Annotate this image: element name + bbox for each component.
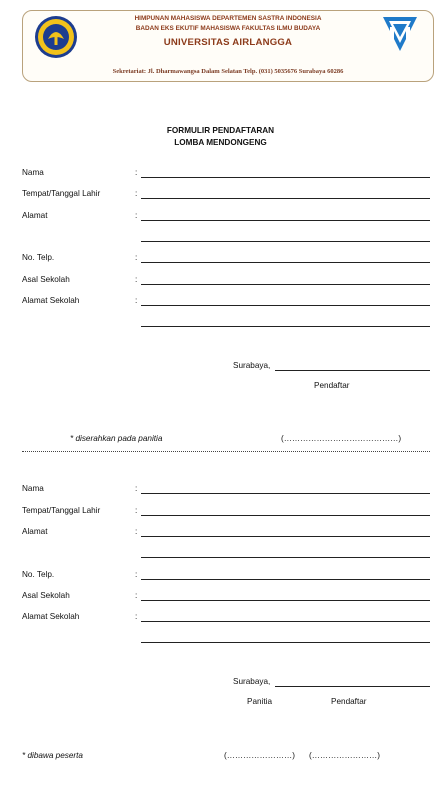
label-asal-sekolah: Asal Sekolah (22, 591, 70, 600)
signer-pendaftar: Pendaftar (314, 381, 350, 390)
seal-logo-icon (34, 15, 78, 59)
org-name-line1: HIMPUNAN MAHASISWA DEPARTEMEN SASTRA INDONESIA (134, 15, 322, 22)
field-line-alamat-sekolah[interactable] (141, 305, 430, 306)
org-name-line2: BADAN EKS EKUTIF MAHASISWA FAKULTAS ILMU BUDAYA (135, 25, 321, 32)
colon: : (135, 296, 138, 305)
field-line-telp[interactable] (141, 262, 430, 263)
field-line-telp-2[interactable] (141, 579, 430, 580)
signature-placeholder: (……………………………………) (281, 434, 402, 443)
signature-placeholder-right: (……………………) (309, 751, 380, 760)
field-line-asal-sekolah-2[interactable] (141, 600, 430, 601)
date-line-2[interactable] (275, 686, 430, 687)
label-asal-sekolah: Asal Sekolah (22, 275, 70, 284)
label-alamat: Alamat (22, 527, 48, 536)
field-line-alamat-sekolah-b-2[interactable] (141, 642, 430, 643)
colon: : (135, 591, 138, 600)
form-title: FORMULIR PENDAFTARAN (166, 126, 275, 135)
city-label: Surabaya, (233, 361, 271, 370)
note-submit: * diserahkan pada panitia (70, 434, 163, 443)
field-line-nama[interactable] (141, 177, 430, 178)
city-label: Surabaya, (233, 677, 271, 686)
note-bring: * dibawa peserta (22, 751, 83, 760)
colon: : (135, 189, 138, 198)
field-line-alamat-b-2[interactable] (141, 557, 430, 558)
label-nama: Nama (22, 168, 44, 177)
cut-line-divider (22, 451, 430, 452)
field-line-alamat-2[interactable] (141, 241, 430, 242)
signer-pendaftar: Pendaftar (331, 697, 367, 706)
field-line-alamat-b[interactable] (141, 536, 430, 537)
colon: : (135, 253, 138, 262)
field-line-ttl[interactable] (141, 198, 430, 199)
unair-logo-icon (381, 15, 419, 53)
field-line-nama-2[interactable] (141, 493, 430, 494)
label-alamat-sekolah: Alamat Sekolah (22, 296, 80, 305)
colon: : (135, 570, 138, 579)
label-telp: No. Telp. (22, 253, 55, 262)
label-ttl: Tempat/Tanggal Lahir (22, 189, 101, 198)
field-line-ttl-2[interactable] (141, 515, 430, 516)
label-alamat: Alamat (22, 211, 48, 220)
label-ttl: Tempat/Tanggal Lahir (22, 506, 101, 515)
field-line-alamat-sekolah-2[interactable] (141, 326, 430, 327)
date-line[interactable] (275, 370, 430, 371)
letterhead (22, 10, 434, 82)
signature-placeholder-left: (……………………) (224, 751, 295, 760)
secretariat-address: Sekretariat: Jl. Dharmawangsa Dalam Selatan Telp. (031) 5035676 Surabaya 60286 (112, 68, 344, 75)
field-line-asal-sekolah[interactable] (141, 284, 430, 285)
field-line-alamat-sekolah-b[interactable] (141, 621, 430, 622)
field-line-alamat[interactable] (141, 220, 430, 221)
colon: : (135, 275, 138, 284)
form-subtitle: LOMBA MENDONGENG (174, 138, 267, 147)
colon: : (135, 612, 138, 621)
label-alamat-sekolah: Alamat Sekolah (22, 612, 80, 621)
colon: : (135, 168, 138, 177)
colon: : (135, 506, 138, 515)
colon: : (135, 484, 138, 493)
label-nama: Nama (22, 484, 44, 493)
label-telp: No. Telp. (22, 570, 55, 579)
signer-panitia: Panitia (247, 697, 273, 706)
colon: : (135, 527, 138, 536)
university-name: UNIVERSITAS AIRLANGGA (163, 37, 293, 48)
colon: : (135, 211, 138, 220)
